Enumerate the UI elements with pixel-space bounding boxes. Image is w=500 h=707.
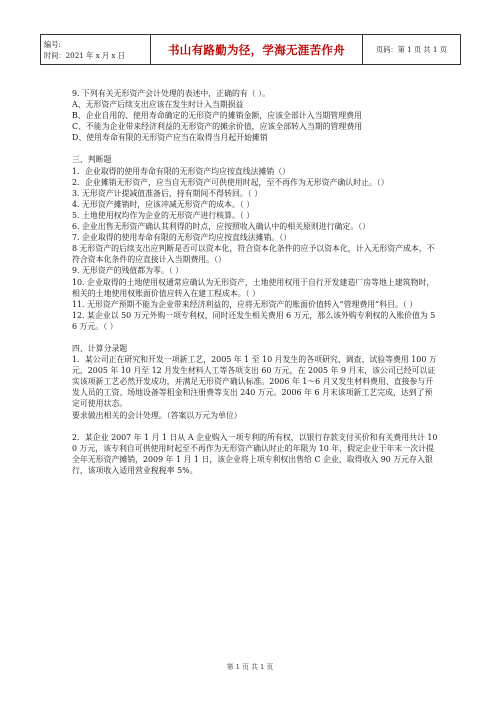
judgment-item-2: 2．企业摊销无形资产，应当自无形资产可供使用时起，至不再作为无形资产确认时止。（）: [72, 177, 389, 187]
judgment-item-1: 1．企业取得的使用寿命有限的无形资产均应按直线法摊销（）: [72, 166, 291, 176]
page-footer: 第 1 页 共 1 页: [226, 663, 274, 671]
calculation-question-1: 1．某公司正在研究和开发一项新工艺，2005 年 1 至 10 月发生的各项研究、调查、试验等费用 100 万元，2005 年 10 月至 12 月发生材料人工等各项支出 60 万元，在 2005 年 9 月末，该公司已经可以证实该项新工艺必然开发成功，并满足无形资产确认标准。2006 年 1～6 月又发生材料费用、直接参与开发人员的工资、场地设备等租金和注册费等支出 240 万元。2006 年 6 月末该项新工艺完成，达到了预定可使用状态。: [72, 355, 437, 409]
question-9-stem: 9. 下列有关无形资产会计处理的表述中，正确的有（ ）。: [72, 89, 270, 98]
judgment-item-10: 10. 企业取得的土地使用权通常应确认为无形资产，土地使用权用于自行开发建造厂房等地上建筑物时，相关的土地使用权账面价值应转入在建工程成本。（ ）: [72, 277, 435, 298]
question-9-option-a: A、无形资产后续支出应该在发生时计入当期损益: [72, 100, 244, 110]
header-motto: 书山有路勤为径，学海无涯苦作舟: [151, 35, 363, 64]
judgment-item-12: 12. 某企业以 50 万元外购一项专利权，同时还发生相关费用 6 万元，那么该外购专利权的入账价值为 56 万元。（ ）: [72, 310, 436, 331]
question-9-option-d: D、使用寿命有限的无形资产应当在取得当月起开始摊销: [72, 133, 268, 143]
document-number-label: 编号:: [44, 39, 61, 49]
judgment-item-6: 6. 企业出售无形资产确认其利得的时点，应按照收入确认中的相关原则进行确定。（）: [72, 222, 371, 232]
judgment-item-4: 4. 无形资产摊销时，应该冲减无形资产的成本。（ ）: [72, 199, 255, 209]
judgment-item-3: 3. 无形资产计提减值准备后，持有期间不得转回。（ ）: [72, 188, 263, 198]
spacer: [72, 421, 440, 432]
header-box: [40, 34, 461, 65]
section-3-title: 三、判断题: [72, 155, 112, 165]
document-time-label: 时间：2021 年 x 月 x 日: [44, 50, 125, 60]
judgment-item-8: 8 无形资产的后续支出应判断是否可以资本化，符合资本化条件的应予以资本化，计入无形资产成本，不符合资本化条件的应直接计入当期费用。（）: [72, 244, 435, 265]
question-9-option-b: B、企业自用的、使用寿命确定的无形资产的摊销金额，应该全部计入当期管理费用: [72, 111, 362, 121]
spacer: [72, 332, 440, 343]
spacer: [72, 143, 440, 154]
judgment-item-9: 9. 无形资产的残值都为零。（ ）: [72, 266, 184, 276]
header-meta: [41, 35, 151, 64]
calculation-question-2: 2．某企业 2007 年 1 月 1 日从 A 企业购入一项专利的所有权，以银行存款支付买价和有关费用共计 100 万元，该专利自可供使用时起至不再作为无形资产确认时止的年限为 10 年，假定企业于年末一次计提全年无形资产摊销，2009 年 1 月 1 日，该企业将上项专利权出售给 C 企业，取得收入 90 万元存入银行，该项收入适用营业税税率 5%。: [72, 432, 438, 475]
header-page-label: 页码：第 1 页 共 1 页: [376, 44, 447, 54]
judgment-item-5: 5. 土地使用权均作为企业的无形资产进行核算。（ ）: [72, 210, 255, 220]
judgment-item-7: 7. 企业取得的使用寿命有限的无形资产均应按直线法摊销。（）: [72, 233, 292, 243]
judgment-item-11: 11. 无形资产预期不能为企业带来经济利益的，应将无形资产的账面价值转入“管理费用”科目。（ ）: [72, 299, 418, 309]
question-9-option-c: C、不能为企业带来经济利益的无形资产的摊余价值，应该全部转入当期的管理费用: [72, 122, 363, 132]
calculation-question-1-requirement: 要求做出相关的会计处理。（答案以万元为单位）: [72, 410, 242, 420]
document-body: [72, 88, 440, 476]
section-4-title: 四、计算分录题: [72, 343, 128, 353]
